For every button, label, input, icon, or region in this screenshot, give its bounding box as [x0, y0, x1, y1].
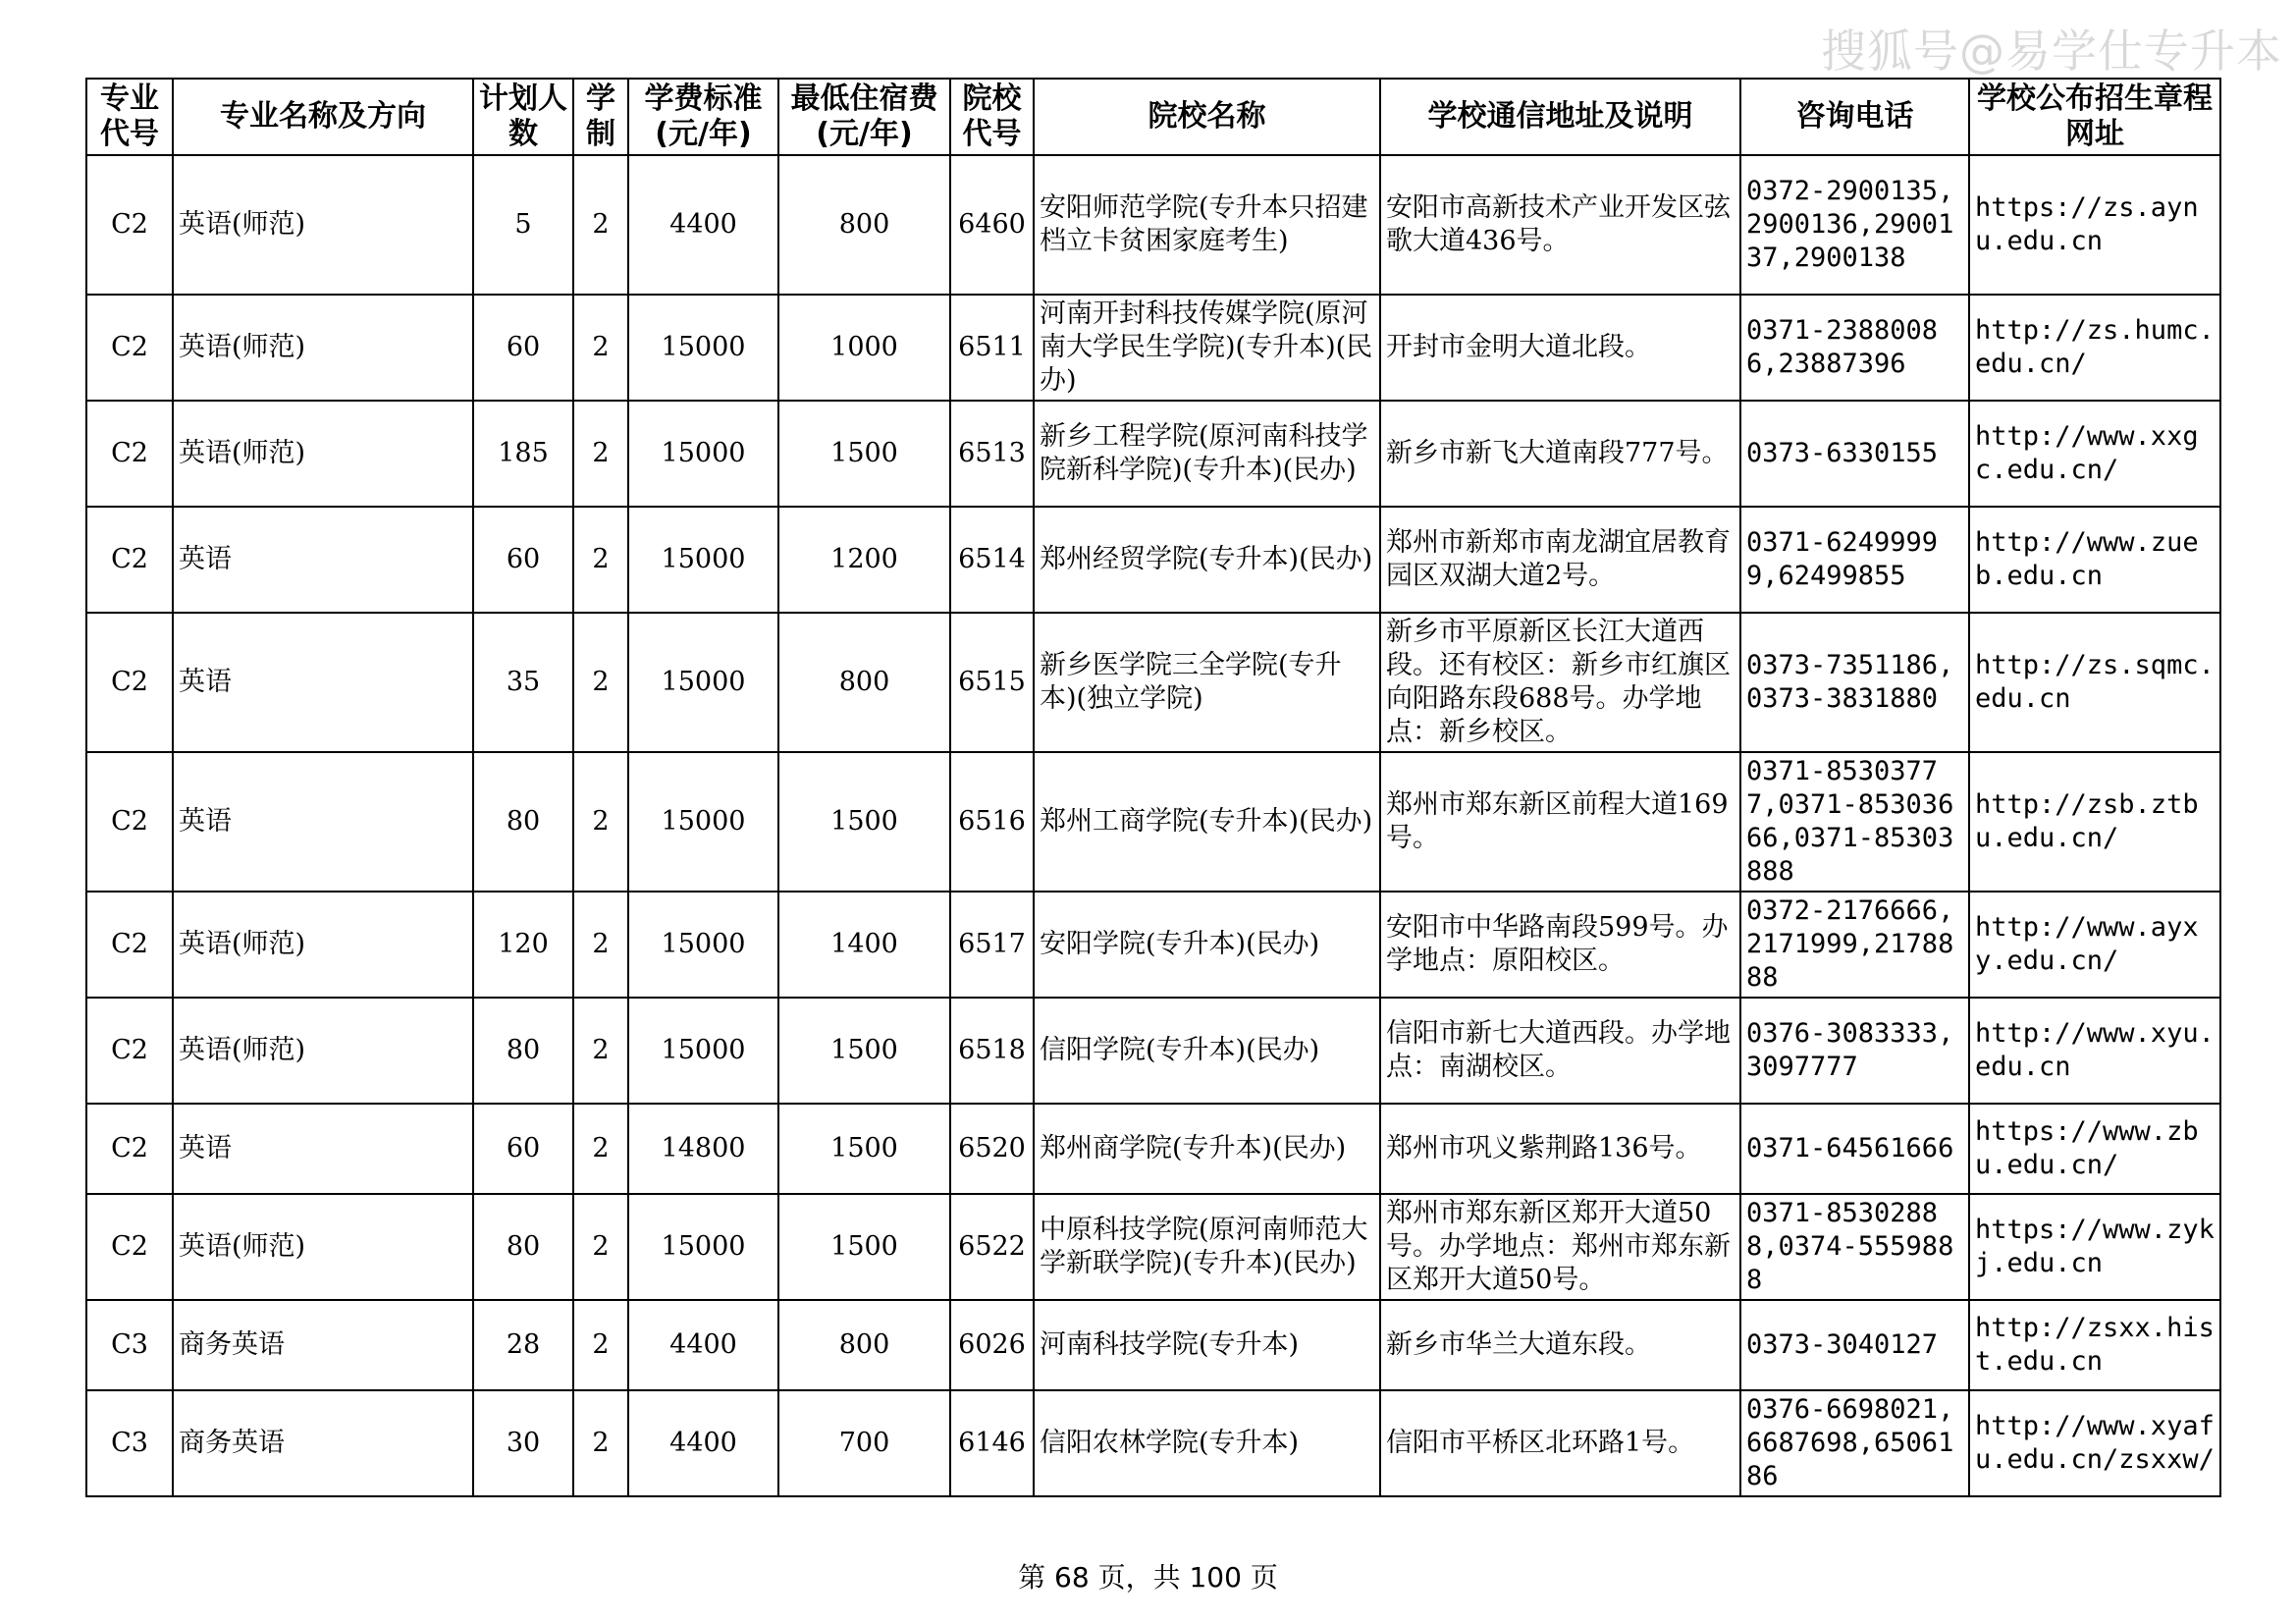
cell-url: http://www.ayxy.edu.cn/ [1969, 892, 2220, 998]
header-school-code: 院校代号 [950, 79, 1034, 155]
cell-code: C2 [86, 155, 173, 295]
cell-tuition: 15000 [628, 1194, 778, 1300]
cell-phone: 0371-64561666 [1740, 1104, 1969, 1194]
cell-school-code: 6520 [950, 1104, 1034, 1194]
cell-school-name: 信阳学院(专升本)(民办) [1034, 998, 1380, 1104]
cell-tuition: 4400 [628, 1300, 778, 1390]
header-dorm: 最低住宿费(元/年) [778, 79, 950, 155]
cell-url: https://zs.aynu.edu.cn [1969, 155, 2220, 295]
header-years: 学制 [573, 79, 628, 155]
cell-school-code: 6517 [950, 892, 1034, 998]
cell-school-name: 中原科技学院(原河南师范大学新联学院)(专升本)(民办) [1034, 1194, 1380, 1300]
table-row [86, 507, 2220, 613]
cell-phone: 0371-62499999,62499855 [1740, 507, 1969, 613]
cell-major: 英语(师范) [173, 295, 473, 401]
cell-code: C2 [86, 892, 173, 998]
cell-plan: 80 [473, 752, 573, 892]
cell-school-name: 郑州商学院(专升本)(民办) [1034, 1104, 1380, 1194]
cell-phone: 0371-85302888,0374-5559888 [1740, 1194, 1969, 1300]
header-address: 学校通信地址及说明 [1380, 79, 1740, 155]
cell-school-code: 6026 [950, 1300, 1034, 1390]
cell-url: http://www.xyafu.edu.cn/zsxxw/ [1969, 1390, 2220, 1496]
cell-years: 2 [573, 752, 628, 892]
cell-code: C3 [86, 1390, 173, 1496]
cell-code: C2 [86, 998, 173, 1104]
watermark: 搜狐号@易学仕专升本 [1821, 25, 2282, 78]
cell-dorm: 1500 [778, 401, 950, 507]
header-row [86, 79, 2220, 155]
cell-phone: 0373-3040127 [1740, 1300, 1969, 1390]
cell-years: 2 [573, 1194, 628, 1300]
cell-address: 郑州市郑东新区前程大道169号。 [1380, 752, 1740, 892]
cell-school-code: 6522 [950, 1194, 1034, 1300]
table-row [86, 1390, 2220, 1496]
cell-code: C3 [86, 1300, 173, 1390]
header-code: 专业代号 [86, 79, 173, 155]
cell-tuition: 15000 [628, 295, 778, 401]
cell-code: C2 [86, 1104, 173, 1194]
cell-plan: 28 [473, 1300, 573, 1390]
cell-school-code: 6513 [950, 401, 1034, 507]
cell-major: 英语(师范) [173, 998, 473, 1104]
cell-dorm: 1000 [778, 295, 950, 401]
cell-years: 2 [573, 613, 628, 752]
cell-plan: 30 [473, 1390, 573, 1496]
cell-tuition: 4400 [628, 155, 778, 295]
cell-plan: 60 [473, 507, 573, 613]
cell-url: http://zs.sqmc.edu.cn [1969, 613, 2220, 752]
cell-phone: 0371-85303777,0371-85303666,0371-85303888 [1740, 752, 1969, 892]
header-plan: 计划人数 [473, 79, 573, 155]
cell-plan: 80 [473, 1194, 573, 1300]
cell-major: 英语 [173, 613, 473, 752]
cell-address: 新乡市新飞大道南段777号。 [1380, 401, 1740, 507]
cell-phone: 0373-7351186,0373-3831880 [1740, 613, 1969, 752]
cell-plan: 120 [473, 892, 573, 998]
table-row [86, 892, 2220, 998]
cell-school-code: 6515 [950, 613, 1034, 752]
cell-years: 2 [573, 1390, 628, 1496]
cell-address: 信阳市平桥区北环路1号。 [1380, 1390, 1740, 1496]
cell-dorm: 800 [778, 1300, 950, 1390]
table-row [86, 752, 2220, 892]
header-phone: 咨询电话 [1740, 79, 1969, 155]
header-school-name: 院校名称 [1034, 79, 1380, 155]
cell-plan: 80 [473, 998, 573, 1104]
cell-major: 英语 [173, 507, 473, 613]
cell-school-code: 6516 [950, 752, 1034, 892]
cell-dorm: 700 [778, 1390, 950, 1496]
header-major: 专业名称及方向 [173, 79, 473, 155]
cell-phone: 0372-2176666,2171999,2178888 [1740, 892, 1969, 998]
cell-school-name: 郑州经贸学院(专升本)(民办) [1034, 507, 1380, 613]
cell-url: https://www.zykj.edu.cn [1969, 1194, 2220, 1300]
cell-school-code: 6146 [950, 1390, 1034, 1496]
table-row [86, 1194, 2220, 1300]
table-row [86, 613, 2220, 752]
table-row [86, 1300, 2220, 1390]
cell-code: C2 [86, 507, 173, 613]
cell-tuition: 15000 [628, 613, 778, 752]
header-url: 学校公布招生章程网址 [1969, 79, 2220, 155]
cell-tuition: 15000 [628, 752, 778, 892]
cell-major: 英语(师范) [173, 1194, 473, 1300]
cell-address: 郑州市巩义紫荆路136号。 [1380, 1104, 1740, 1194]
cell-code: C2 [86, 613, 173, 752]
cell-url: http://www.zueb.edu.cn [1969, 507, 2220, 613]
cell-school-name: 新乡医学院三全学院(专升本)(独立学院) [1034, 613, 1380, 752]
cell-tuition: 4400 [628, 1390, 778, 1496]
cell-dorm: 1400 [778, 892, 950, 998]
cell-dorm: 800 [778, 613, 950, 752]
cell-school-code: 6460 [950, 155, 1034, 295]
cell-school-code: 6518 [950, 998, 1034, 1104]
cell-dorm: 1500 [778, 1194, 950, 1300]
table-row [86, 401, 2220, 507]
table-row [86, 155, 2220, 295]
cell-phone: 0371-23880086,23887396 [1740, 295, 1969, 401]
cell-tuition: 15000 [628, 507, 778, 613]
cell-years: 2 [573, 892, 628, 998]
cell-years: 2 [573, 155, 628, 295]
cell-school-name: 信阳农林学院(专升本) [1034, 1390, 1380, 1496]
cell-address: 郑州市新郑市南龙湖宜居教育园区双湖大道2号。 [1380, 507, 1740, 613]
cell-code: C2 [86, 295, 173, 401]
cell-address: 安阳市中华路南段599号。办学地点：原阳校区。 [1380, 892, 1740, 998]
cell-dorm: 1500 [778, 1104, 950, 1194]
table-row [86, 998, 2220, 1104]
cell-dorm: 1500 [778, 752, 950, 892]
cell-url: https://www.zbu.edu.cn/ [1969, 1104, 2220, 1194]
cell-years: 2 [573, 1104, 628, 1194]
cell-dorm: 800 [778, 155, 950, 295]
cell-url: http://zsb.ztbu.edu.cn/ [1969, 752, 2220, 892]
cell-major: 英语(师范) [173, 401, 473, 507]
cell-plan: 60 [473, 1104, 573, 1194]
enrollment-table [85, 78, 2221, 1497]
cell-tuition: 15000 [628, 892, 778, 998]
cell-address: 信阳市新七大道西段。办学地点：南湖校区。 [1380, 998, 1740, 1104]
table-body [86, 155, 2220, 1496]
cell-school-name: 河南科技学院(专升本) [1034, 1300, 1380, 1390]
cell-url: http://zs.humc.edu.cn/ [1969, 295, 2220, 401]
cell-address: 新乡市平原新区长江大道西段。还有校区：新乡市红旗区向阳路东段688号。办学地点：新乡校区。 [1380, 613, 1740, 752]
cell-school-name: 安阳师范学院(专升本只招建档立卡贫困家庭考生) [1034, 155, 1380, 295]
cell-url: http://www.xyu.edu.cn [1969, 998, 2220, 1104]
cell-phone: 0376-6698021,6687698,6506186 [1740, 1390, 1969, 1496]
header-tuition: 学费标准(元/年) [628, 79, 778, 155]
cell-years: 2 [573, 295, 628, 401]
cell-tuition: 15000 [628, 401, 778, 507]
cell-major: 英语(师范) [173, 892, 473, 998]
cell-major: 英语 [173, 752, 473, 892]
cell-address: 郑州市郑东新区郑开大道50号。办学地点：郑州市郑东新区郑开大道50号。 [1380, 1194, 1740, 1300]
cell-major: 商务英语 [173, 1390, 473, 1496]
cell-school-name: 安阳学院(专升本)(民办) [1034, 892, 1380, 998]
cell-plan: 35 [473, 613, 573, 752]
cell-major: 英语(师范) [173, 155, 473, 295]
cell-school-code: 6511 [950, 295, 1034, 401]
cell-years: 2 [573, 401, 628, 507]
cell-years: 2 [573, 998, 628, 1104]
cell-address: 新乡市华兰大道东段。 [1380, 1300, 1740, 1390]
cell-address: 安阳市高新技术产业开发区弦歌大道436号。 [1380, 155, 1740, 295]
cell-code: C2 [86, 401, 173, 507]
cell-school-code: 6514 [950, 507, 1034, 613]
cell-tuition: 15000 [628, 998, 778, 1104]
cell-major: 英语 [173, 1104, 473, 1194]
cell-phone: 0373-6330155 [1740, 401, 1969, 507]
cell-plan: 5 [473, 155, 573, 295]
table-row [86, 1104, 2220, 1194]
cell-years: 2 [573, 1300, 628, 1390]
cell-tuition: 14800 [628, 1104, 778, 1194]
cell-url: http://zsxx.hist.edu.cn [1969, 1300, 2220, 1390]
cell-plan: 60 [473, 295, 573, 401]
cell-phone: 0376-3083333,3097777 [1740, 998, 1969, 1104]
cell-code: C2 [86, 1194, 173, 1300]
cell-url: http://www.xxgc.edu.cn/ [1969, 401, 2220, 507]
cell-major: 商务英语 [173, 1300, 473, 1390]
cell-plan: 185 [473, 401, 573, 507]
table-row [86, 295, 2220, 401]
page-footer: 第 68 页，共 100 页 [1018, 1561, 1278, 1594]
cell-dorm: 1500 [778, 998, 950, 1104]
cell-school-name: 河南开封科技传媒学院(原河南大学民生学院)(专升本)(民办) [1034, 295, 1380, 401]
cell-school-name: 郑州工商学院(专升本)(民办) [1034, 752, 1380, 892]
cell-dorm: 1200 [778, 507, 950, 613]
cell-address: 开封市金明大道北段。 [1380, 295, 1740, 401]
cell-code: C2 [86, 752, 173, 892]
cell-phone: 0372-2900135,2900136,2900137,2900138 [1740, 155, 1969, 295]
cell-school-name: 新乡工程学院(原河南科技学院新科学院)(专升本)(民办) [1034, 401, 1380, 507]
cell-years: 2 [573, 507, 628, 613]
